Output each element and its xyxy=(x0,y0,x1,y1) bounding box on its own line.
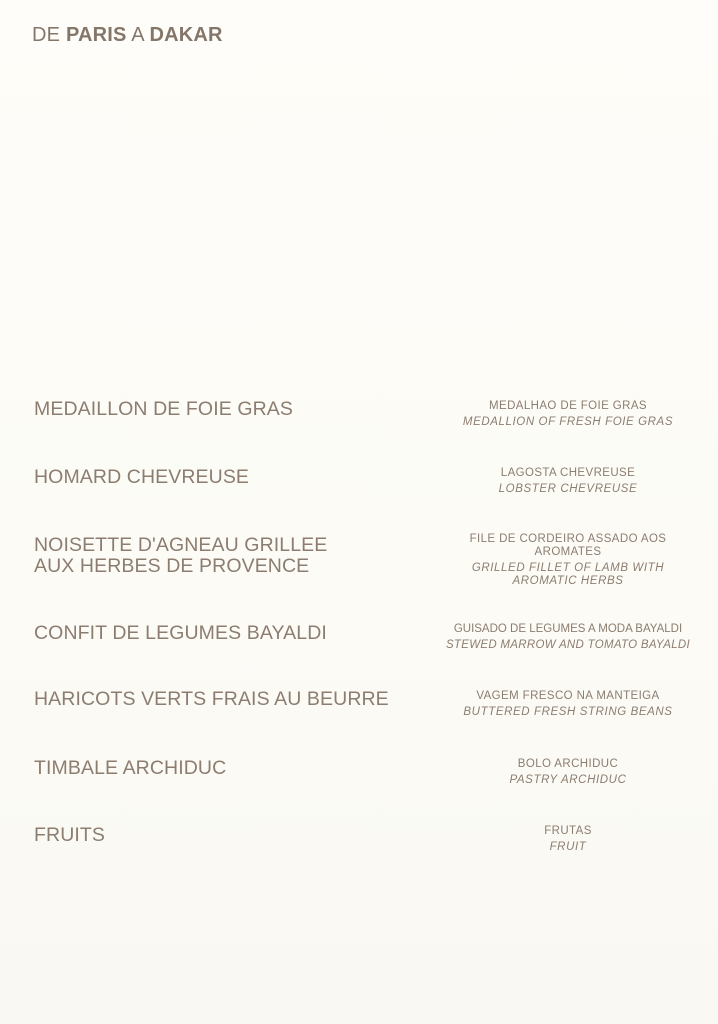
portuguese-line: BOLO ARCHIDUC xyxy=(517,758,619,770)
course-name-french xyxy=(34,399,414,420)
course-translation xyxy=(440,533,696,588)
portuguese-line: GUISADO DE LEGUMES A MODA BAYALDI xyxy=(453,623,683,635)
english-line: FRUIT xyxy=(549,841,587,853)
course-name-french xyxy=(34,758,414,779)
french-line: CONFIT DE LEGUMES BAYALDI xyxy=(34,622,327,644)
english-line: BUTTERED FRESH STRING BEANS xyxy=(463,706,673,718)
title-paris: PARIS xyxy=(65,24,127,46)
title-a: A xyxy=(131,24,144,46)
french-line: NOISETTE D'AGNEAU GRILLEE xyxy=(34,534,328,556)
course-translation xyxy=(440,399,696,429)
route-title xyxy=(32,24,223,47)
course-translation xyxy=(440,689,696,719)
french-line: MEDAILLON DE FOIE GRAS xyxy=(34,398,294,420)
english-line: PASTRY ARCHIDUC xyxy=(509,774,627,786)
course-translation xyxy=(440,824,696,854)
portuguese-line: MEDALHAO DE FOIE GRAS xyxy=(489,400,647,412)
course-translation xyxy=(440,466,696,496)
course-name-french xyxy=(34,467,414,488)
course-translation xyxy=(440,622,696,652)
french-line: AUX HERBES DE PROVENCE xyxy=(34,555,310,577)
course-name-french xyxy=(34,689,414,710)
french-line: HARICOTS VERTS FRAIS AU BEURRE xyxy=(34,688,389,710)
portuguese-line: FRUTAS xyxy=(544,825,592,837)
course-name-french xyxy=(34,825,414,846)
title-dakar: DAKAR xyxy=(149,24,223,46)
english-line: GRILLED FILLET OF LAMB WITH xyxy=(471,562,665,574)
english-line: AROMATIC HERBS xyxy=(512,575,624,587)
course-translation xyxy=(440,757,696,787)
portuguese-line: LAGOSTA CHEVREUSE xyxy=(500,467,636,479)
french-line: TIMBALE ARCHIDUC xyxy=(34,757,227,779)
title-de: DE xyxy=(32,24,61,46)
french-line: FRUITS xyxy=(34,824,106,846)
course-name-french xyxy=(34,535,414,577)
english-line: MEDALLION OF FRESH FOIE GRAS xyxy=(462,416,674,428)
french-line: HOMARD CHEVREUSE xyxy=(34,466,250,488)
portuguese-line: FILE DE CORDEIRO ASSADO AOS xyxy=(469,533,667,545)
english-line: LOBSTER CHEVREUSE xyxy=(498,483,638,495)
portuguese-line: VAGEM FRESCO NA MANTEIGA xyxy=(476,690,660,702)
english-line: STEWED MARROW AND TOMATO BAYALDI xyxy=(445,639,691,651)
course-name-french xyxy=(34,623,414,644)
portuguese-line: AROMATES xyxy=(534,546,602,558)
